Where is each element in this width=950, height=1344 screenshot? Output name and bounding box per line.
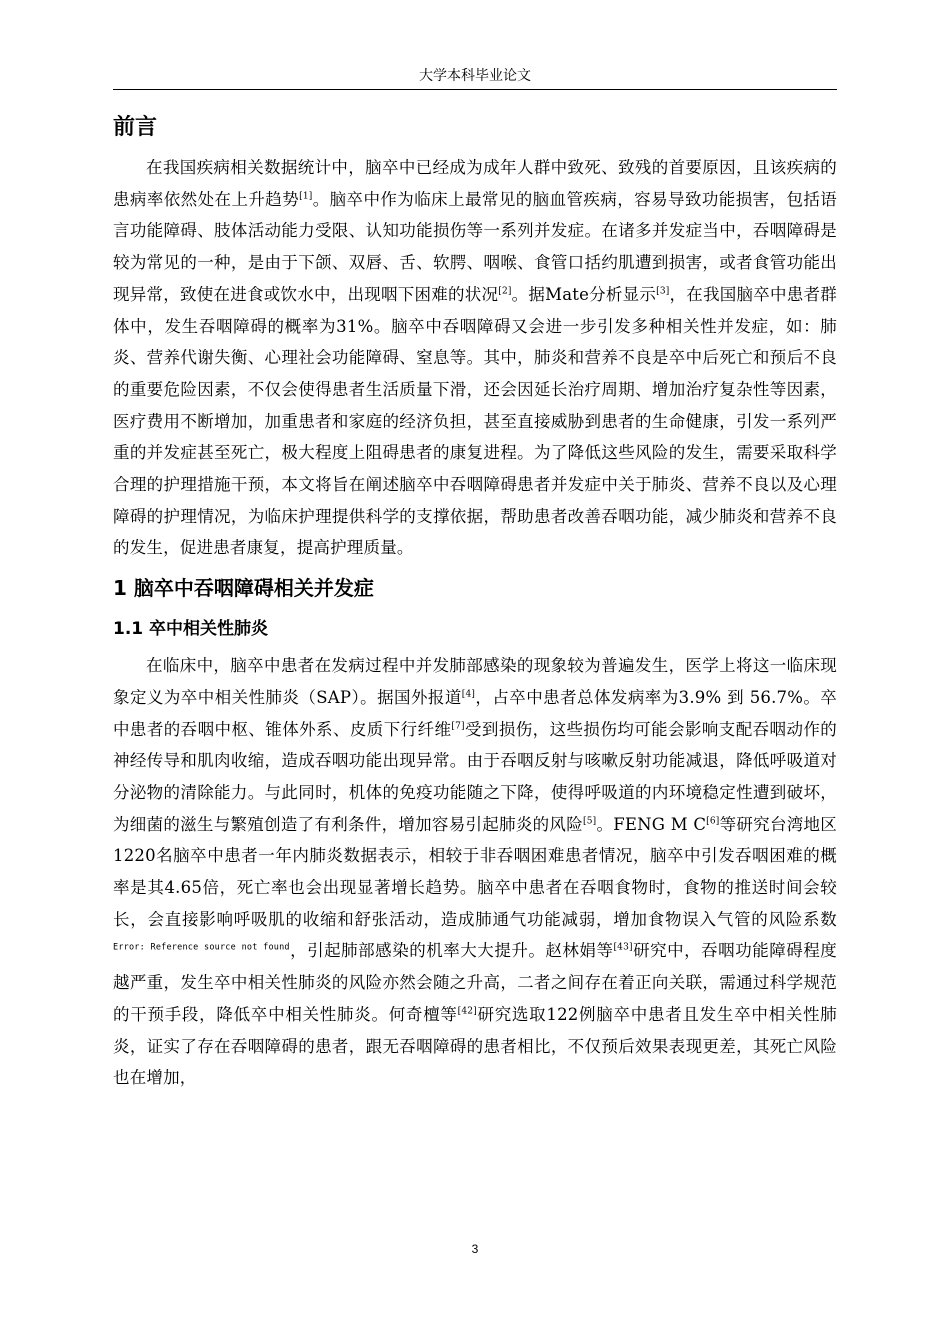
- text-run: 等研究台湾地区1220名脑卒中患者一年内肺炎数据表示，相较于非吞咽困难患者情况，脑卒中引发吞咽困难的概率是其4.65倍，死亡率也会出现显著增长趋势。脑卒中患者在吞咽食物时，食物的推送时间会较长，会直接影响呼吸肌的收缩和舒张活动，造成肺通气功能减弱，增加食物误入气管的风险系数: [113, 814, 838, 929]
- citation-ref: [42]: [457, 1006, 477, 1017]
- page-header-title: 大学本科毕业论文: [419, 68, 531, 84]
- reference-error-note: Error: Reference source not found: [113, 942, 290, 953]
- text-run: 在临床中，脑卒中患者在发病过程中并发肺部感染的现象较为普遍发生，医学上将这一临床现象定义为卒中相关性肺炎（SAP）。据国外报道: [113, 656, 837, 707]
- citation-ref: [3]: [656, 286, 670, 297]
- text-run: ，在我国脑卒中患者群体中，发生吞咽障碍的概率为31%。脑卒中吞咽障碍又会进一步引发多种相关性并发症，如：肺炎、营养代谢失衡、心理社会功能障碍、窒息等。其中，肺炎和营养不良是卒中后死亡和预后不良的重要危险因素，不仅会使得患者生活质量下滑，还会因延长治疗周期、增加治疗复杂性等因素，医疗费用不断增加，加重患者和家庭的经济负担，甚至直接威胁到患者的生命健康，引发一系列严重的并发症甚至死亡，极大程度上阻碍患者的康复进程。为了降低这些风险的发生，需要采取科学合理的护理措施干预，本文将旨在阐述脑卒中吞咽障碍患者并发症中关于肺炎、营养不良以及心理障碍的护理情况，为临床护理提供科学的支撑依据，帮助患者改善吞咽功能，减少肺炎和营养不良的发生，促进患者康复，提高护理质量。: [113, 284, 837, 558]
- header-rule: [113, 89, 837, 90]
- section-1-1-heading: 1.1 卒中相关性肺炎: [113, 619, 269, 640]
- text-run: ，占卒中患者总体发病率为3.9% 到 56.7%。卒中患者的吞咽中枢、锥体外系、皮质下行纤维: [113, 687, 837, 739]
- section-1-1-paragraph: [113, 650, 837, 1094]
- citation-ref: [43]: [613, 942, 633, 953]
- citation-ref: [7]: [451, 721, 465, 732]
- text-run: 研究选取122例脑卒中患者且发生卒中相关性肺炎，证实了存在吞咽障碍的患者，跟无吞咽障碍的患者相比，不仅预后效果表现更差，其死亡风险也在增加，: [113, 1004, 837, 1088]
- preface-heading: 前言: [113, 115, 158, 140]
- text-run: 。FENG M C: [596, 814, 707, 834]
- page-body: [113, 110, 837, 1094]
- text-run: 在我国疾病相关数据统计中，脑卒中已经成为成年人群中致死、致残的首要原因，且该疾病的患病率依然处在上升趋势: [113, 158, 837, 209]
- text-run: ，引起肺部感染的机率大大提升。赵林娟等: [289, 941, 614, 961]
- citation-ref: [4]: [461, 689, 476, 700]
- citation-ref: [5]: [583, 816, 597, 827]
- citation-ref: [2]: [498, 286, 512, 297]
- citation-ref: [1]: [299, 191, 313, 202]
- text-run: 。据Mate分析显示: [511, 284, 657, 304]
- preface-paragraph: [113, 152, 837, 564]
- citation-ref: [6]: [706, 816, 720, 827]
- text-run: 受到损伤，这些损伤均可能会影响支配吞咽动作的神经传导和肌肉收缩，造成吞咽功能出现异常。由于吞咽反射与咳嗽反射功能减退，降低呼吸道对分泌物的清除能力。与此同时，机体的免疫功能随之下降，使得呼吸道的内环境稳定性遭到破坏，为细菌的滋生与繁殖创造了有利条件，增加容易引起肺炎的风险: [113, 719, 838, 834]
- text-run: 。脑卒中作为临床上最常见的脑血管疾病，容易导致功能损害，包括语言功能障碍、肢体活动能力受限、认知功能损伤等一系列并发症。在诸多并发症当中，吞咽障碍是较为常见的一种，是由于下颌、双唇、舌、软腭、咽喉、食管口括约肌遭到损害，或者食管功能出现异常，致使在进食或饮水中，出现咽下困难的状况: [113, 189, 838, 304]
- page-number: 3: [471, 1242, 479, 1256]
- text-run: 研究中，吞咽功能障碍程度越严重，发生卒中相关性肺炎的风险亦然会随之升高，二者之间存在着正向关联，需通过科学规范的干预手段，降低卒中相关性肺炎。何奇檀等: [113, 941, 837, 1024]
- section-1-heading: 1 脑卒中吞咽障碍相关并发症: [113, 576, 374, 601]
